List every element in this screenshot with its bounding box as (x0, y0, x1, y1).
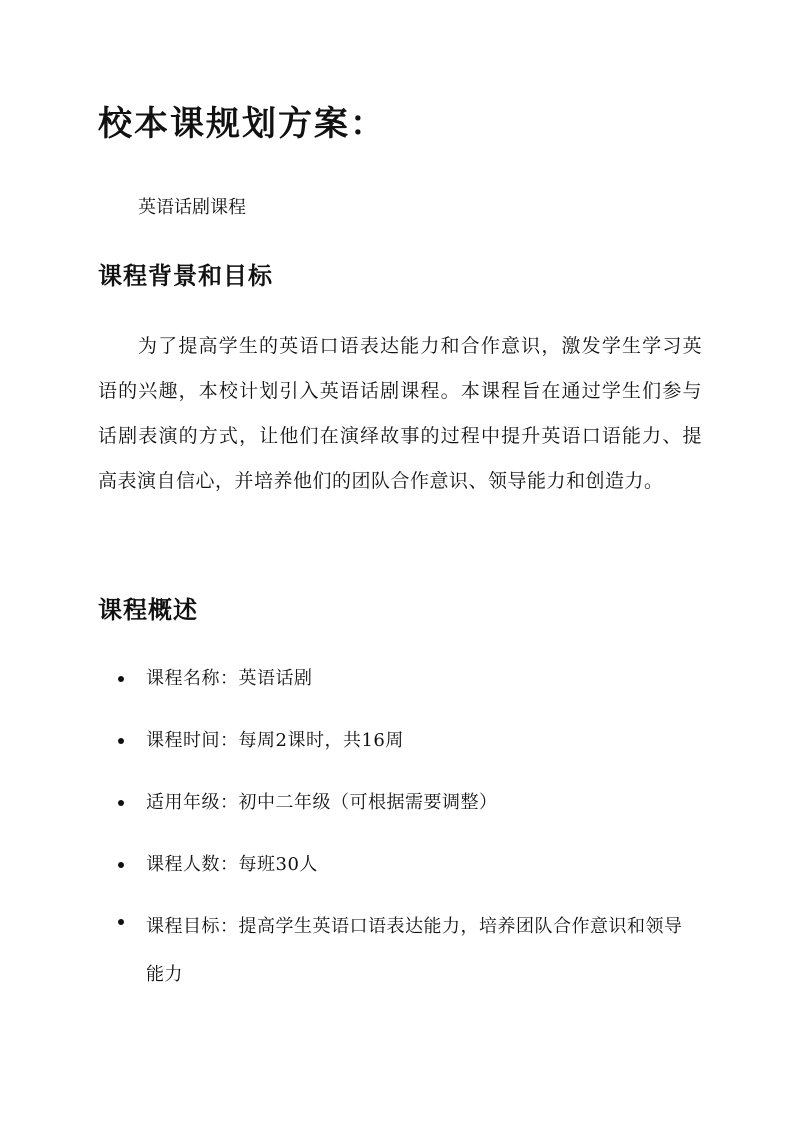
list-item (0, 784, 700, 822)
list-item (0, 903, 700, 999)
list-item-text: 课程时间：每周2课时，共16周 (146, 730, 404, 751)
list-item-text: 课程目标：提高学生英语口语表达能力，培养团队合作意识和领导能力 (146, 916, 683, 985)
document-subtitle: 英语话剧课程 (138, 197, 246, 218)
section-heading-background: 课程背景和目标 (98, 261, 273, 290)
list-item (0, 846, 700, 884)
document-title: 校本课规划方案： (98, 104, 386, 144)
bullet-icon (118, 919, 124, 925)
bullet-icon (118, 862, 124, 868)
overview-list (0, 660, 700, 999)
list-item-text: 适用年级：初中二年级（可根据需要调整） (146, 792, 498, 813)
bullet-icon (118, 738, 124, 744)
bullet-icon (118, 800, 124, 806)
list-item (0, 722, 700, 760)
list-item (0, 660, 700, 698)
list-item-text: 课程名称：英语话剧 (146, 668, 313, 689)
bullet-icon (118, 676, 124, 682)
list-item-text: 课程人数：每班30人 (146, 854, 318, 875)
section-paragraph-background: 为了提高学生的英语口语表达能力和合作意识，激发学生学习英语的兴趣，本校计划引入英语话剧课程。本课程旨在通过学生们参与话剧表演的方式，让他们在演绎故事的过程中提升英语口语能力、提高表演自信心，并培养他们的团队合作意识、领导能力和创造力。 (98, 335, 702, 492)
section-heading-overview: 课程概述 (98, 595, 198, 624)
